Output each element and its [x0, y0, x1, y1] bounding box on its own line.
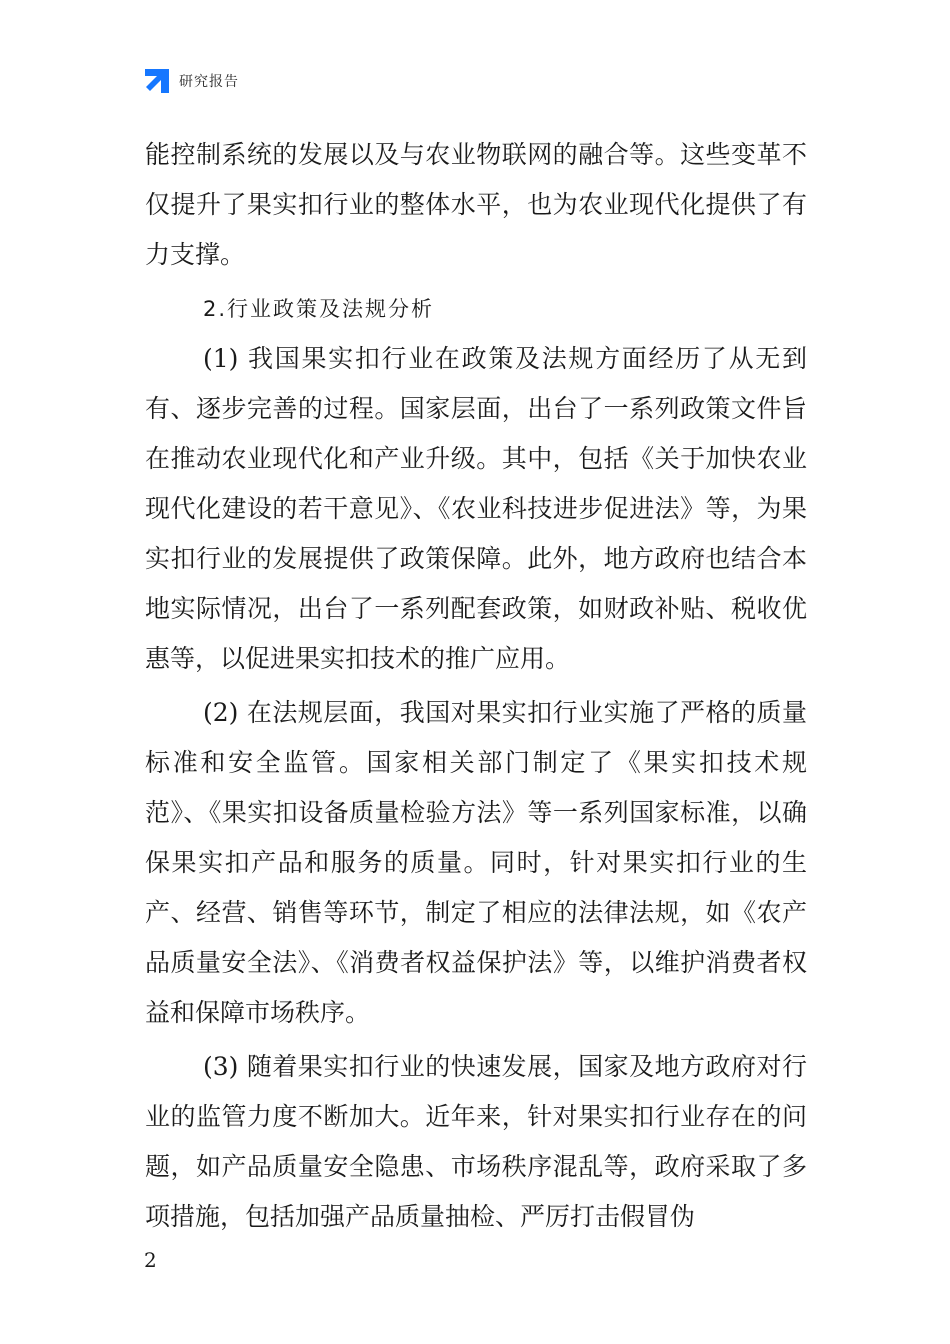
section-heading: 2.行业政策及法规分析 — [203, 297, 435, 321]
document-body — [145, 130, 807, 1242]
paragraph-3: (3) 随着果实扣行业的快速发展，国家及地方政府对行业的监管力度不断加大。近年来，针对果实扣行业存在的问题，如产品质量安全隐患、市场秩序混乱等，政府采取了多项措施，包括加强产品质量抽检、严厉打击假冒伪 — [145, 1052, 807, 1231]
header-title: 研究报告 — [179, 74, 239, 90]
paragraph-2: (2) 在法规层面，我国对果实扣行业实施了严格的质量标准和安全监管。国家相关部门制定了《果实扣技术规范》、《果实扣设备质量检验方法》等一系列国家标准，以确保果实扣产品和服务的质量。同时，针对果实扣行业的生产、经营、销售等环节，制定了相应的法律法规，如《农产品质量安全法》、《消费者权益保护法》等，以维护消费者权益和保障市场秩序。 — [145, 698, 807, 1027]
paragraph-intro: 能控制系统的发展以及与农业物联网的融合等。这些变革不仅提升了果实扣行业的整体水平，也为农业现代化提供了有力支撑。 — [145, 140, 807, 269]
arrow-up-right-icon — [143, 67, 171, 95]
paragraph-1: (1) 我国果实扣行业在政策及法规方面经历了从无到有、逐步完善的过程。国家层面，出台了一系列政策文件旨在推动农业现代化和产业升级。其中，包括《关于加快农业现代化建设的若干意见》、《农业科技进步促进法》等，为果实扣行业的发展提供了政策保障。此外，地方政府也结合本地实际情况，出台了一系列配套政策，如财政补贴、税收优惠等，以促进果实扣技术的推广应用。 — [145, 344, 807, 673]
page-number: 2 — [144, 1248, 157, 1272]
page-header — [143, 66, 239, 96]
